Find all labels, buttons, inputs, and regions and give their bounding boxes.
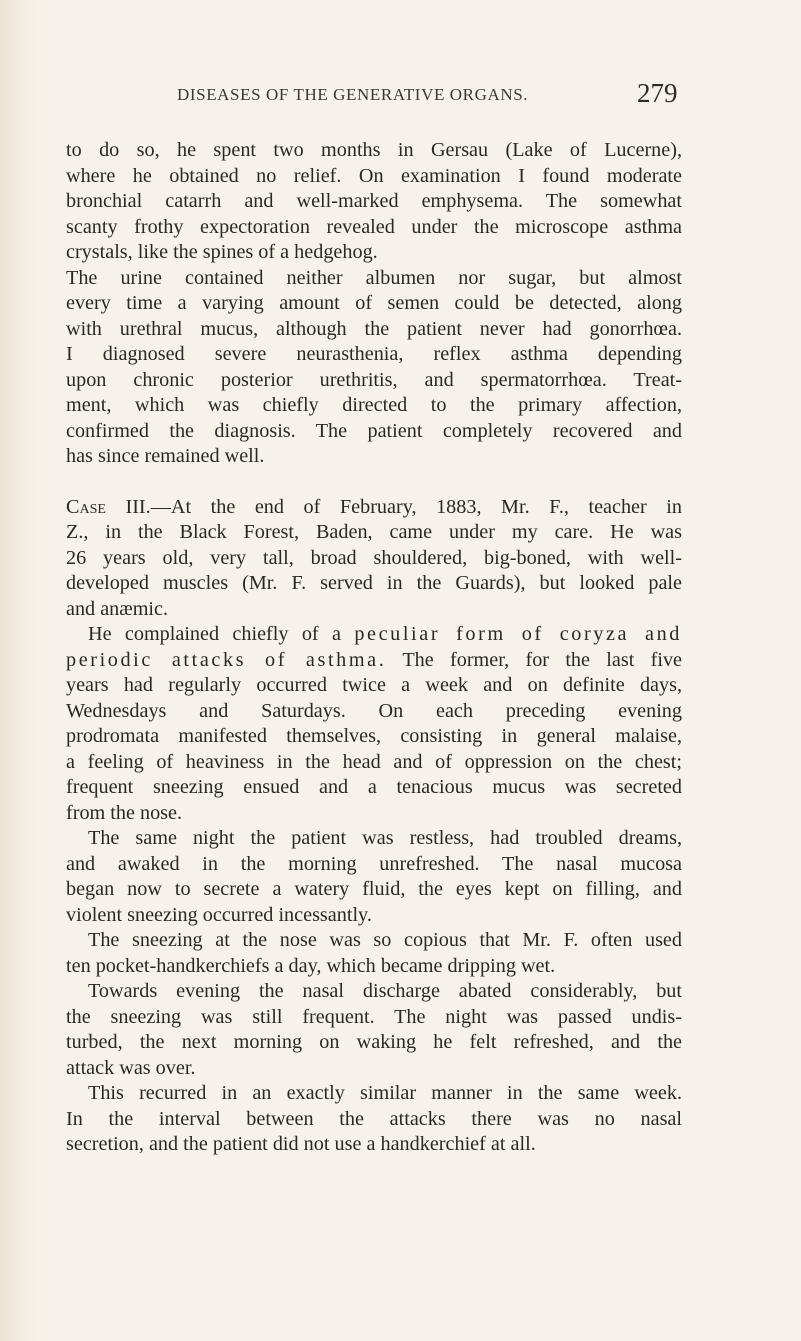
body-text <box>66 138 682 1158</box>
text-line: Wednesdays and Saturdays. On each preceding evening <box>66 699 682 722</box>
text-line: attack was over. <box>66 1056 196 1079</box>
text-line: bronchial catarrh and well-marked emphysema. The somewhat <box>66 190 682 212</box>
text-line: where he obtained no relief. On examination I found moderate <box>66 164 682 187</box>
emphasized-text: peculiar form of coryza and <box>354 623 682 645</box>
case-3-paragraph <box>66 495 682 623</box>
text-line: ten pocket-handkerchiefs a day, which became dripping wet. <box>66 954 556 977</box>
text-line: I diagnosed severe neurasthenia, reflex asthma depending <box>66 343 682 365</box>
text-line: every time a varying amount of semen could be detected, along <box>66 292 682 314</box>
text-line: from the nose. <box>66 801 183 824</box>
case-intro-text: —At the end of February, 1883, Mr. F., teacher in <box>150 495 682 518</box>
emphasized-text: periodic attacks of asthma. <box>66 648 387 671</box>
text-line: prodromata manifested themselves, consisting in general malaise, <box>66 725 682 747</box>
paragraph-examination <box>66 138 682 470</box>
text-line <box>66 495 682 521</box>
night-paragraph <box>66 826 682 928</box>
text-line: In the interval between the attacks there was no nasal <box>66 1107 682 1130</box>
text-line: with urethral mucus, although the patient never had gonorrhœa. <box>66 317 682 340</box>
text-line: upon chronic posterior urethritis, and spermatorrhœa. Treat- <box>66 368 682 391</box>
page-gutter-shadow <box>0 0 38 1341</box>
text-line: This recurred in an exactly similar manner in the same week. <box>88 1082 682 1104</box>
case-heading: Case III. <box>66 495 151 518</box>
evening-paragraph <box>66 979 682 1081</box>
text-line: developed muscles (Mr. F. served in the Guards), but looked pale <box>66 572 682 594</box>
text-line: secretion, and the patient did not use a handkerchief at all. <box>66 1133 536 1155</box>
text-line: has since remained well. <box>66 445 265 467</box>
text-line: crystals, like the spines of a hedgehog. <box>66 241 378 263</box>
text-line: Z., in the Black Forest, Baden, came under my care. He was <box>66 521 682 543</box>
text-line: frequent sneezing ensued and a tenacious mucus was secreted <box>66 776 682 798</box>
running-head: DISEASES OF THE GENERATIVE ORGANS. <box>177 85 529 104</box>
text-line <box>66 622 682 648</box>
text-line: The urine contained neither albumen nor sugar, but almost <box>66 266 682 289</box>
page-number: 279 <box>637 78 678 108</box>
text-line: to do so, he spent two months in Gersau (Lake of Lucerne), <box>66 139 682 161</box>
text-line: 26 years old, very tall, broad shouldered, big-boned, with well- <box>66 546 682 569</box>
text-line <box>66 648 682 674</box>
text-line: confirmed the diagnosis. The patient completely recovered and <box>66 419 682 442</box>
text-line: The sneezing at the nose was so copious that Mr. F. often used <box>88 929 682 951</box>
text-line: years had regularly occurred twice a week and on definite days, <box>66 674 682 696</box>
page-header <box>0 78 801 122</box>
sneezing-paragraph <box>66 928 682 979</box>
text-line: ment, which was chiefly directed to the primary affection, <box>66 394 682 416</box>
text-line: and anæmic. <box>66 597 169 620</box>
recurrence-paragraph <box>66 1081 682 1158</box>
text-line: scanty frothy expectoration revealed under the microscope asthma <box>66 215 682 238</box>
text-line: violent sneezing occurred incessantly. <box>66 903 372 926</box>
text-line: and awaked in the morning unrefreshed. The nasal mucosa <box>66 852 682 875</box>
text-line: a feeling of heaviness in the head and of oppression on the chest; <box>66 750 682 773</box>
complaint-prefix: He complained chiefly of a <box>88 623 341 645</box>
text-line: Towards evening the nasal discharge abated considerably, but <box>88 980 682 1002</box>
text-line: began now to secrete a watery fluid, the eyes kept on filling, and <box>66 878 682 900</box>
complaint-rest: The former, for the last five <box>402 648 683 671</box>
complaint-paragraph <box>66 622 682 826</box>
text-line: turbed, the next morning on waking he felt refreshed, and the <box>66 1031 682 1053</box>
paragraph-gap <box>66 470 682 495</box>
text-line: the sneezing was still frequent. The night was passed undis- <box>66 1005 682 1028</box>
text-line: The same night the patient was restless, had troubled dreams, <box>88 827 682 849</box>
